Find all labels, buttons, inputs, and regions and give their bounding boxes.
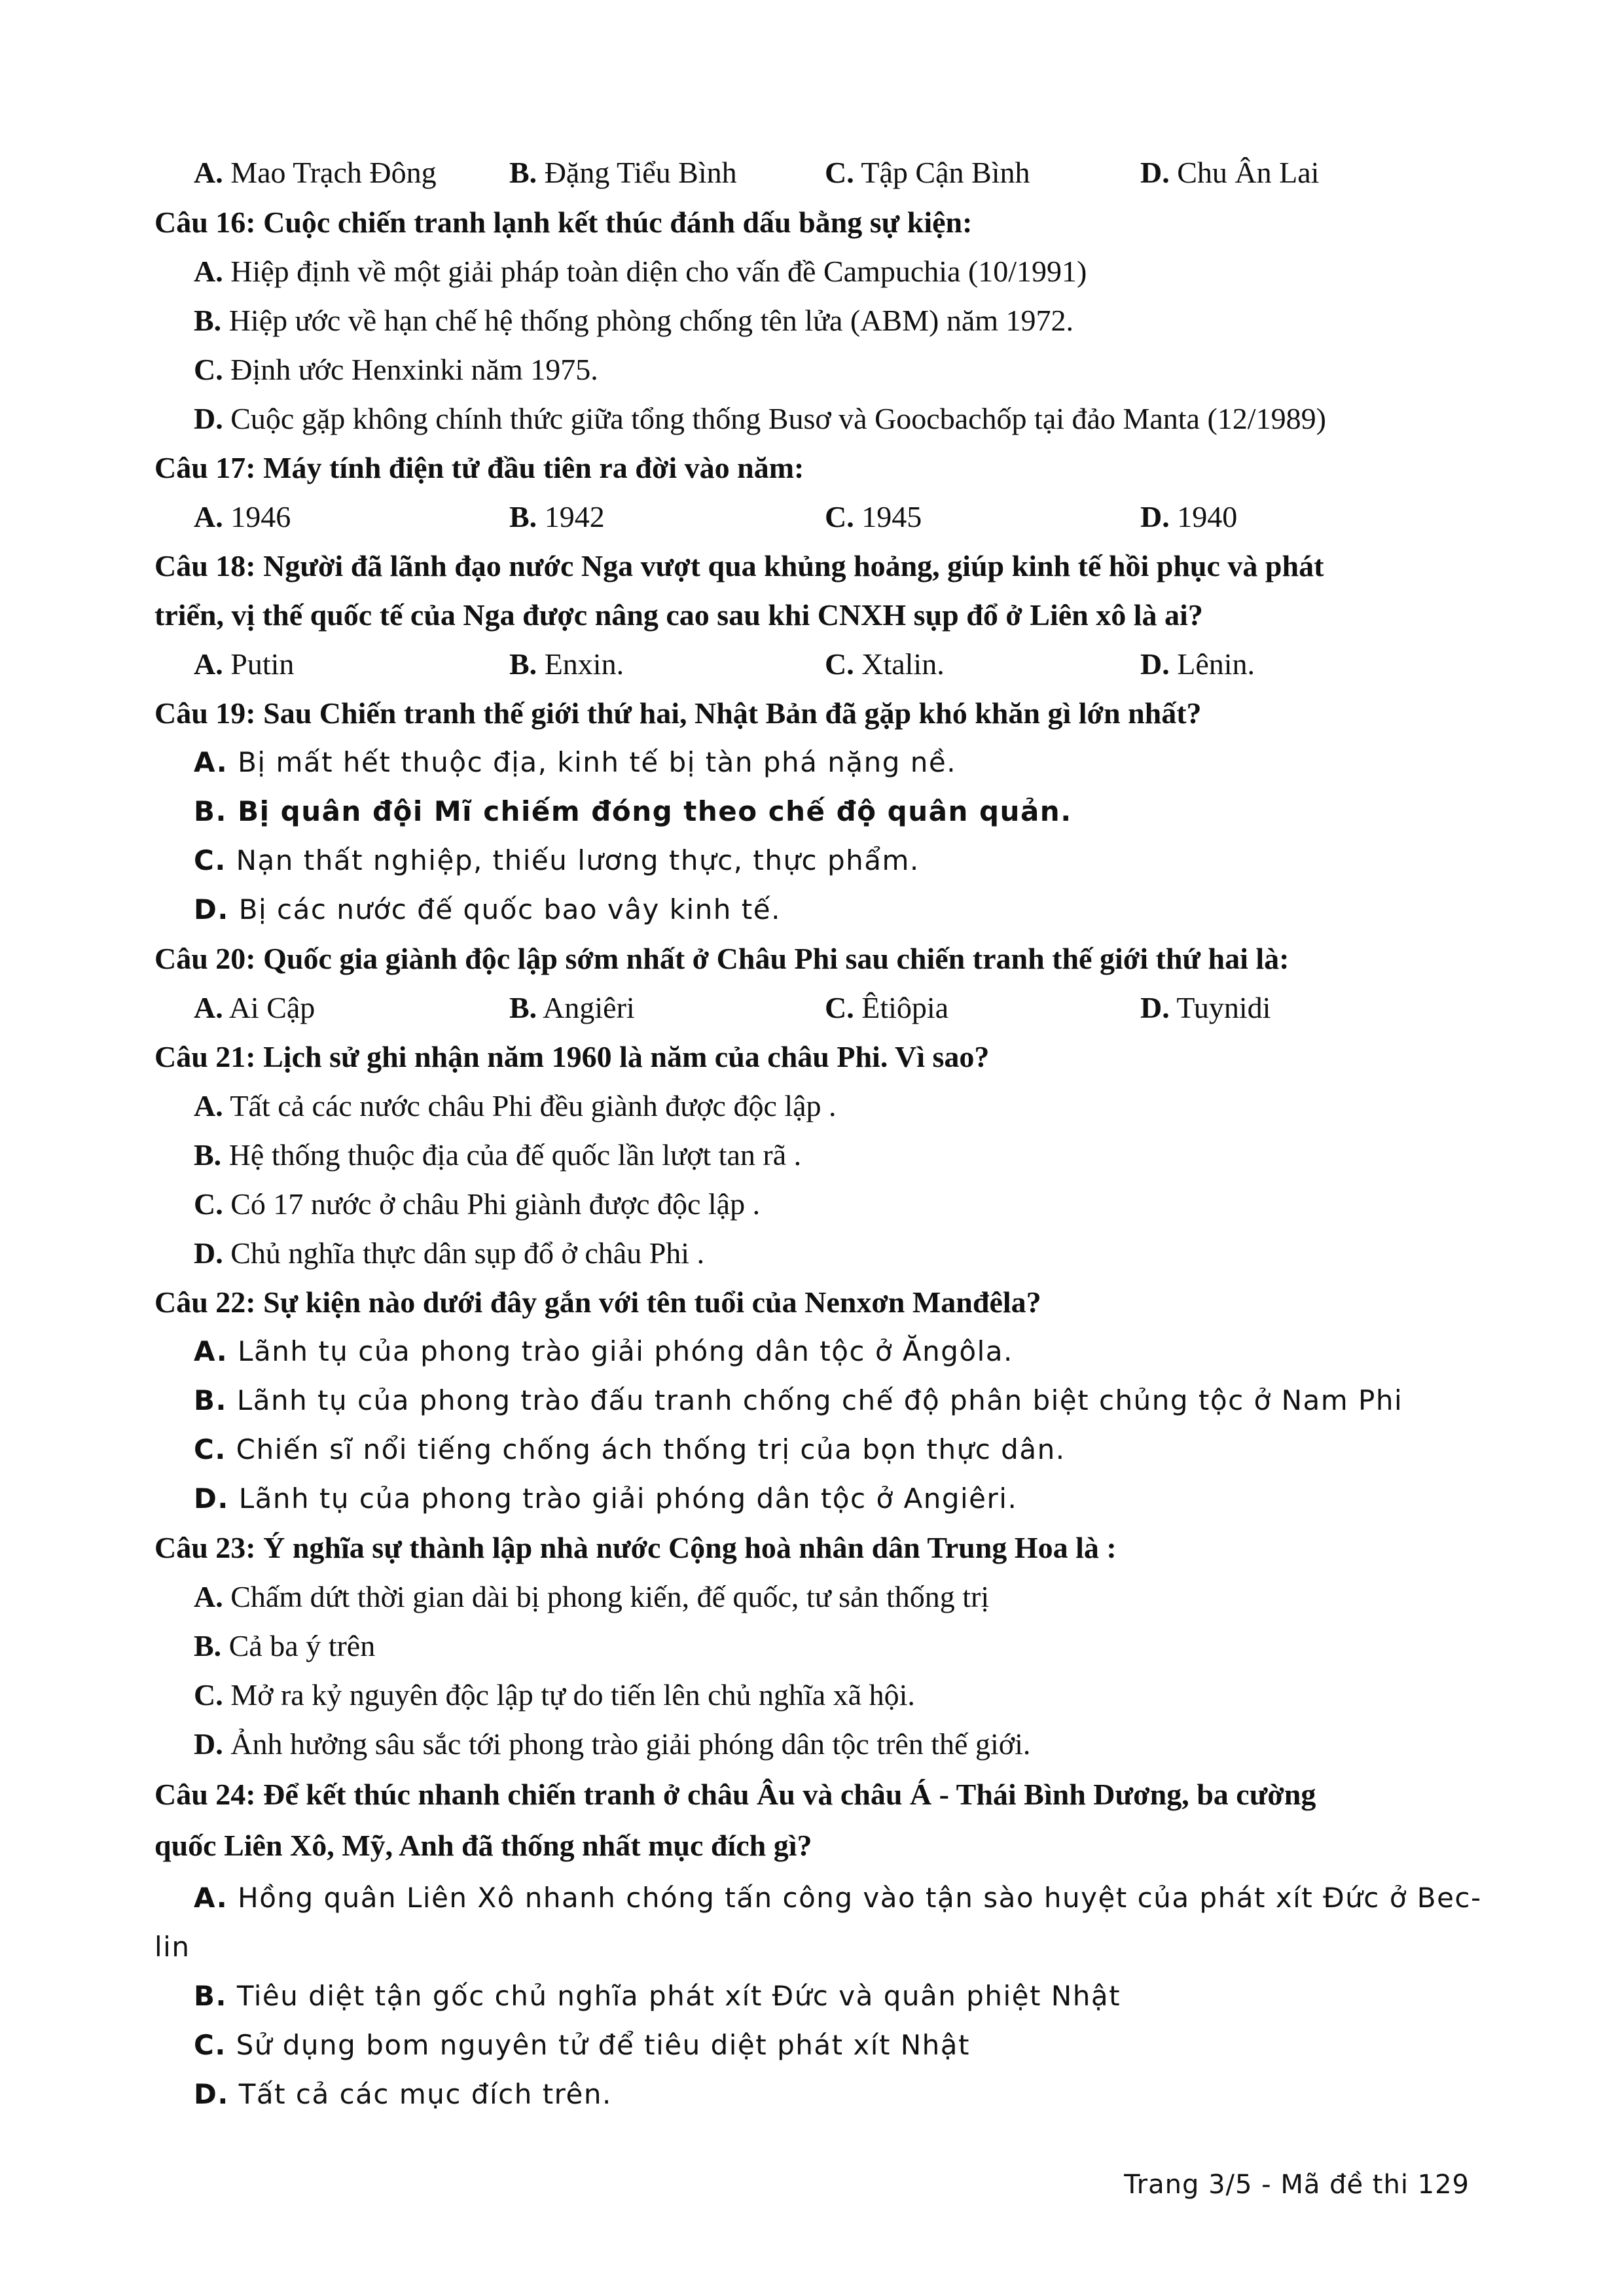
- q16-option-b: B. Hiệp ước về hạn chế hệ thống phòng chống tên lửa (ABM) năm 1972.: [194, 304, 1074, 337]
- q16-option-d: D. Cuộc gặp không chính thức giữa tổng thống Busơ và Goocbachốp tại đảo Manta (12/1989): [194, 402, 1326, 435]
- q24-question-line1: Câu 24: Để kết thúc nhanh chiến tranh ở châu Âu và châu Á - Thái Bình Dương, ba cường: [154, 1778, 1316, 1811]
- q18-option-b: B. Enxin.: [509, 647, 624, 681]
- q17-option-b: B. 1942: [509, 500, 605, 533]
- q24-option-b: B. Tiêu diệt tận gốc chủ nghĩa phát xít Đức và quân phiệt Nhật: [194, 1980, 1121, 2012]
- q19-option-b: B. Bị quân đội Mĩ chiếm đóng theo chế độ quân quản.: [194, 795, 1072, 827]
- q22-option-d: D. Lãnh tụ của phong trào giải phóng dân tộc ở Angiêri.: [194, 1482, 1018, 1515]
- q20-question: Câu 20: Quốc gia giành độc lập sớm nhất ở Châu Phi sau chiến tranh thế giới thứ hai là:: [154, 942, 1290, 975]
- q22-option-b: B. Lãnh tụ của phong trào đấu tranh chống chế độ phân biệt chủng tộc ở Nam Phi: [194, 1384, 1403, 1416]
- q20-options-row: [194, 988, 1503, 1028]
- q15-option-b: B. Đặng Tiểu Bình: [509, 156, 737, 189]
- q17-question: Câu 17: Máy tính điện tử đầu tiên ra đời vào năm:: [154, 451, 804, 484]
- q24-option-d: D. Tất cả các mục đích trên.: [194, 2078, 612, 2110]
- q21-option-c: C. Có 17 nước ở châu Phi giành được độc lập .: [194, 1187, 761, 1221]
- q22-question: Câu 22: Sự kiện nào dưới đây gắn với tên tuổi của Nenxơn Manđêla?: [154, 1285, 1041, 1319]
- page-footer: Trang 3/5 - Mã đề thi 129: [1124, 2170, 1470, 2200]
- q21-question: Câu 21: Lịch sử ghi nhận năm 1960 là năm của châu Phi. Vì sao?: [154, 1040, 990, 1073]
- q17-option-a: A. 1946: [194, 500, 291, 533]
- q23-option-a: A. Chấm dứt thời gian dài bị phong kiến, đế quốc, tư sản thống trị: [194, 1580, 990, 1613]
- q24-option-c: C. Sử dụng bom nguyên tử để tiêu diệt phát xít Nhật: [194, 2029, 971, 2061]
- q21-option-b: B. Hệ thống thuộc địa của đế quốc lần lượt tan rã .: [194, 1138, 802, 1172]
- q23-option-b: B. Cả ba ý trên: [194, 1629, 376, 1662]
- q15-option-a: A. Mao Trạch Đông: [194, 156, 437, 189]
- q20-option-d: D. Tuynidi: [1140, 991, 1271, 1024]
- q24-option-a-continued: lin: [154, 1931, 190, 1963]
- q17-option-c: C. 1945: [825, 500, 922, 533]
- q23-option-c: C. Mở ra kỷ nguyên độc lập tự do tiến lên chủ nghĩa xã hội.: [194, 1678, 915, 1712]
- q16-option-c: C. Định ước Henxinki năm 1975.: [194, 353, 598, 386]
- q17-options-row: [194, 497, 1503, 537]
- q19-question: Câu 19: Sau Chiến tranh thế giới thứ hai, Nhật Bản đã gặp khó khăn gì lớn nhất?: [154, 696, 1202, 730]
- q20-option-a: A. Ai Cập: [194, 991, 316, 1024]
- q19-option-c: C. Nạn thất nghiệp, thiếu lương thực, thực phẩm.: [194, 844, 920, 876]
- q24-question-line2: quốc Liên Xô, Mỹ, Anh đã thống nhất mục đích gì?: [154, 1829, 812, 1862]
- q18-option-d: D. Lênin.: [1140, 647, 1255, 681]
- q16-option-a: A. Hiệp định về một giải pháp toàn diện cho vấn đề Campuchia (10/1991): [194, 255, 1087, 288]
- q18-options-row: [194, 645, 1503, 684]
- q21-option-d: D. Chủ nghĩa thực dân sụp đổ ở châu Phi .: [194, 1236, 705, 1270]
- q22-option-c: C. Chiến sĩ nổi tiếng chống ách thống trị của bọn thực dân.: [194, 1433, 1066, 1465]
- q15-option-c: C. Tập Cận Bình: [825, 156, 1030, 189]
- q18-option-a: A. Putin: [194, 647, 295, 681]
- q23-option-d: D. Ảnh hưởng sâu sắc tới phong trào giải phóng dân tộc trên thế giới.: [194, 1727, 1031, 1761]
- q20-option-c: C. Êtiôpia: [825, 991, 949, 1024]
- q17-option-d: D. 1940: [1140, 500, 1238, 533]
- q24-option-a: A. Hồng quân Liên Xô nhanh chóng tấn công vào tận sào huyệt của phát xít Đức ở Bec-: [194, 1882, 1482, 1914]
- q21-option-a: A. Tất cả các nước châu Phi đều giành được độc lập .: [194, 1089, 837, 1122]
- q20-option-b: B. Angiêri: [509, 991, 635, 1024]
- q18-option-c: C. Xtalin.: [825, 647, 945, 681]
- q19-option-d: D. Bị các nước đế quốc bao vây kinh tế.: [194, 893, 781, 925]
- q19-option-a: A. Bị mất hết thuộc địa, kinh tế bị tàn phá nặng nề.: [194, 746, 957, 778]
- q23-question: Câu 23: Ý nghĩa sự thành lập nhà nước Cộng hoà nhân dân Trung Hoa là :: [154, 1531, 1117, 1564]
- q18-question-line2: triển, vị thế quốc tế của Nga được nâng cao sau khi CNXH sụp đổ ở Liên xô là ai?: [154, 598, 1203, 632]
- q22-option-a: A. Lãnh tụ của phong trào giải phóng dân tộc ở Ăngôla.: [194, 1335, 1013, 1367]
- q18-question-line1: Câu 18: Người đã lãnh đạo nước Nga vượt qua khủng hoảng, giúp kinh tế hồi phục và phát: [154, 549, 1324, 583]
- q15-options-row: [194, 153, 1503, 192]
- q15-option-d: D. Chu Ân Lai: [1140, 156, 1320, 189]
- q16-question: Câu 16: Cuộc chiến tranh lạnh kết thúc đánh dấu bằng sự kiện:: [154, 206, 973, 239]
